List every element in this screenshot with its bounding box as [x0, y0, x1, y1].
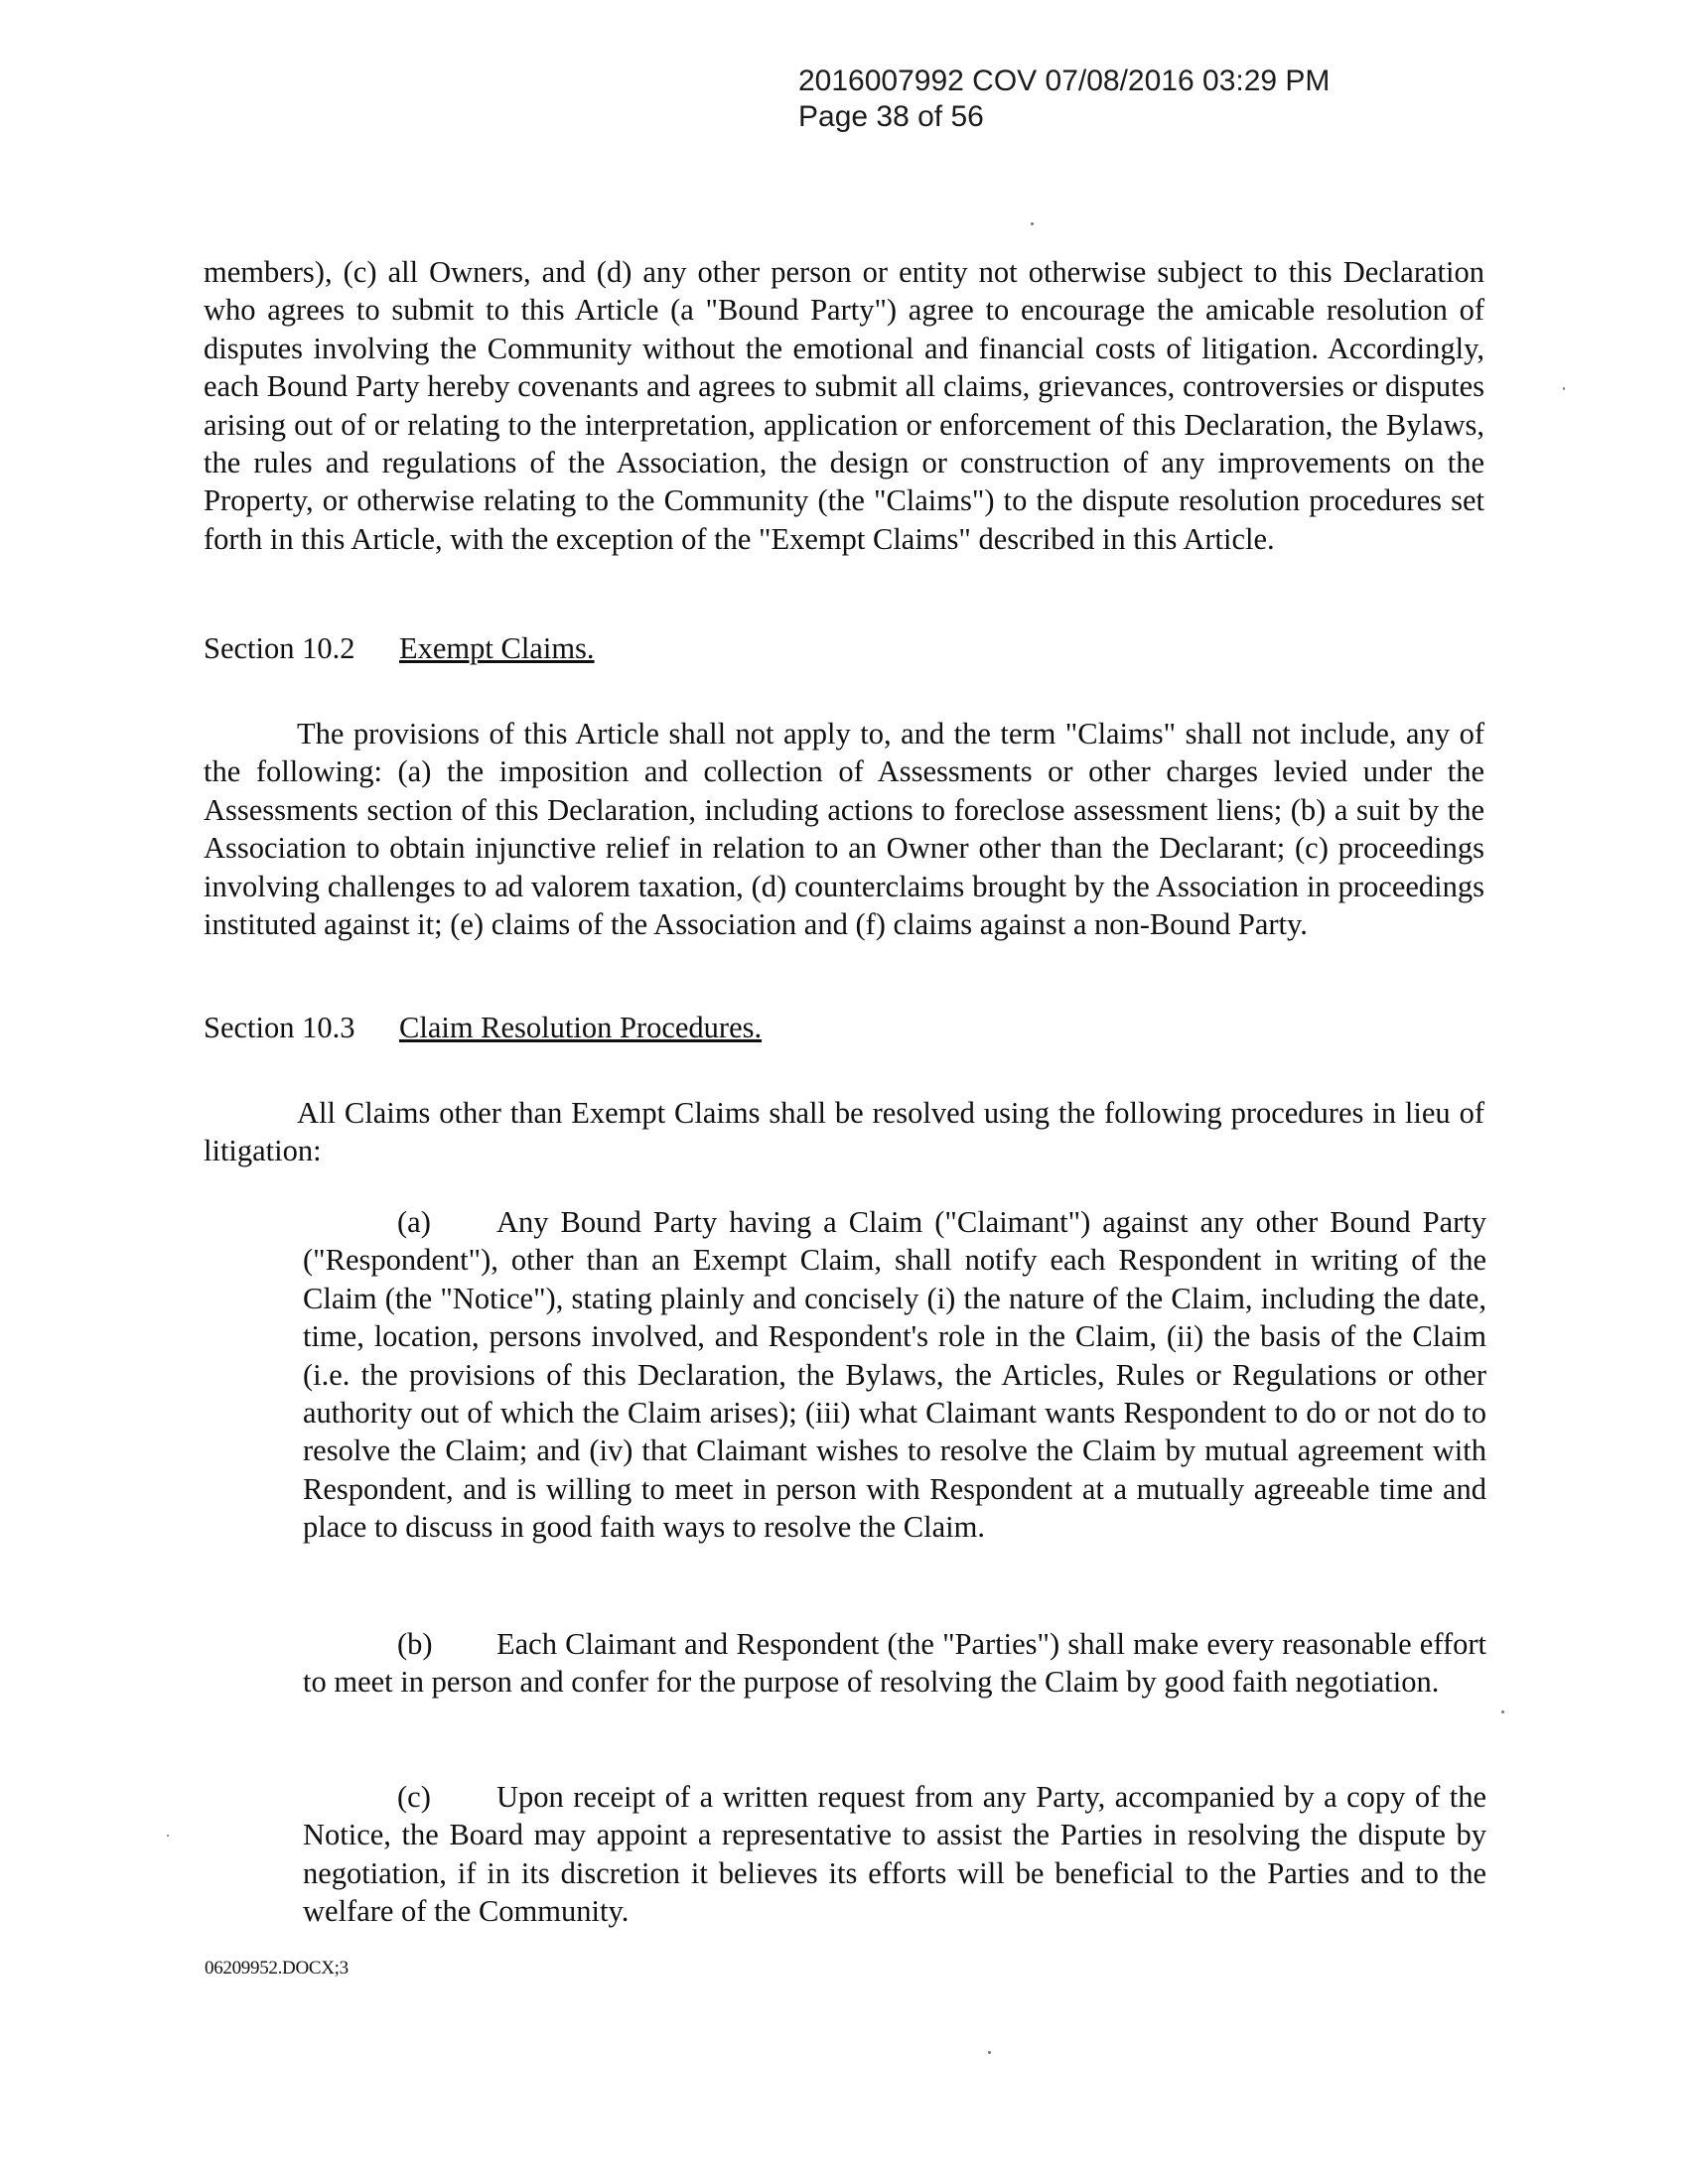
item-label: (a) [397, 1205, 431, 1239]
scan-speck [167, 1835, 169, 1837]
section-number: Section 10.2 [204, 631, 355, 665]
list-item-a [303, 1203, 1486, 1547]
list-item-b [303, 1625, 1486, 1702]
scan-speck [1563, 387, 1565, 390]
section-title: Exempt Claims. [399, 631, 595, 665]
item-label: (b) [397, 1627, 433, 1661]
recording-number-line: 2016007992 COV 07/08/2016 03:29 PM [798, 65, 1331, 97]
scan-speck [1501, 1710, 1504, 1713]
document-id-footer: 06209952.DOCX;3 [205, 1958, 349, 1979]
scan-speck [988, 2051, 991, 2054]
page-number-line: Page 38 of 56 [798, 100, 984, 133]
intro-paragraph: members), (c) all Owners, and (d) any other person or entity not otherwise subject to this Declaration who agrees to submit to this Article (a "Bound Party") agree to encourage the amicable resolution of disputes involving the Community without the emotional and financial costs of litigation. Accordingly, each Bound Party hereby covenants and agrees to submit all claims, grievances, controversies or disputes arising out of or relating to the interpretation, application or enforcement of this Declaration, the Bylaws, the rules and regulations of the Association, the design or construction of any improvements on the Property, or otherwise relating to the Community (the "Claims") to the dispute resolution procedures set forth in this Article, with the exception of the "Exempt Claims" described in this Article. [204, 255, 1484, 556]
scan-speck [1031, 222, 1034, 225]
section-title: Claim Resolution Procedures. [399, 1011, 763, 1044]
list-item-c [303, 1778, 1486, 1931]
section-10-3-heading [204, 1009, 762, 1046]
section-10-2-paragraph: The provisions of this Article shall not apply to, and the term "Claims" shall not include, any of the following: (a) the imposition and collection of Assessments or other charges levied under the Assessments section of this Declaration, including actions to foreclose assessment liens; (b) a suit by the Association to obtain injunctive relief in relation to an Owner other than the Declarant; (c) proceedings involving challenges to ad valorem taxation, (d) counterclaims brought by the Association in proceedings instituted against it; (e) claims of the Association and (f) claims against a non-Bound Party. [204, 717, 1484, 942]
section-number: Section 10.3 [204, 1011, 355, 1044]
section-10-3-paragraph: All Claims other than Exempt Claims shall be resolved using the following procedures in lieu of litigation: [204, 1096, 1484, 1168]
section-10-2-heading [204, 629, 595, 667]
item-text: Each Claimant and Respondent (the "Parties") shall make every reasonable effort to meet in person and confer for the purpose of resolving the Claim by good faith negotiation. [303, 1627, 1486, 1700]
item-text: Any Bound Party having a Claim ("Claimant") against any other Bound Party ("Respondent"), other than an Exempt Claim, shall notify each Respondent in writing of the Claim (the "Notice"), stating plainly and concisely (i) the nature of the Claim, including the date, time, location, persons involved, and Respondent's role in the Claim, (ii) the basis of the Claim (i.e. the provisions of this Declaration, the Bylaws, the Articles, Rules or Regulations or other authority out of which the Claim arises); (iii) what Claimant wants Respondent to do or not do to resolve the Claim; and (iv) that Claimant wishes to resolve the Claim by mutual agreement with Respondent, and is willing to meet in person with Respondent at a mutually agreeable time and place to discuss in good faith ways to resolve the Claim. [303, 1205, 1486, 1545]
item-label: (c) [397, 1780, 431, 1814]
item-text: Upon receipt of a written request from any Party, accompanied by a copy of the Notice, the Board may appoint a representative to assist the Parties in resolving the dispute by negotiation, if in its discretion it believes its efforts will be beneficial to the Parties and to the welfare of the Community. [303, 1780, 1486, 1929]
recording-stamp [798, 64, 1330, 135]
